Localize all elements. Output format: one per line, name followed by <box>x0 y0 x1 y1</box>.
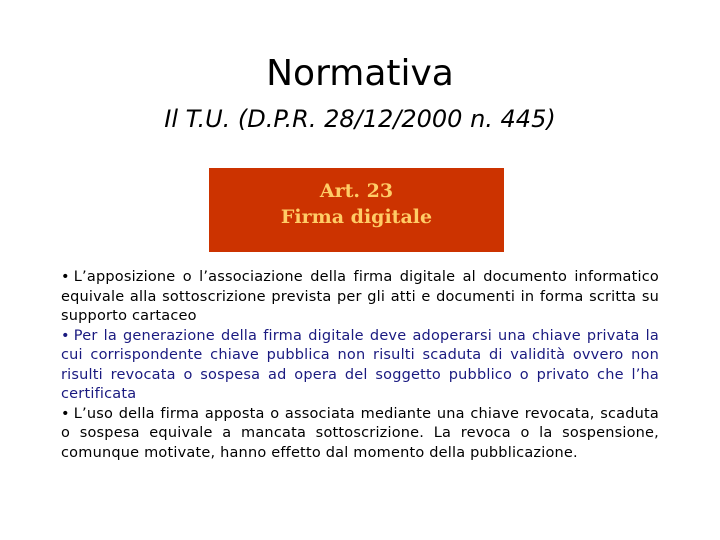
page-subtitle: Il T.U. (D.P.R. 28/12/2000 n. 445) <box>164 105 556 133</box>
bullet-icon: • <box>61 269 70 285</box>
paragraph-firma-equivalenza <box>61 268 659 327</box>
paragraph-chiave-revocata <box>61 405 659 464</box>
bullet-icon: • <box>61 327 70 344</box>
bullet-icon: • <box>61 405 70 422</box>
article-box <box>209 168 504 252</box>
paragraph-text: L’uso della firma apposta o associata mediante una chiave revocata, scaduta o sospesa equivale a mancata sottoscrizione. La revoca o la sospensione, comunque motivate, hanno effetto dal momento della pubblicazione. <box>61 405 659 461</box>
page-title: Normativa <box>266 53 454 94</box>
paragraph-text: L’apposizione o l’associazione della firma digitale al documento informatico equivale alla sottoscrizione prevista per gli atti e documenti in forma scritta su supporto cartaceo <box>61 269 659 324</box>
paragraph-chiave-privata <box>61 327 659 405</box>
article-number: Art. 23 <box>319 180 394 202</box>
paragraph-text: Per la generazione della firma digitale deve adoperarsi una chiave privata la cui corrispondente chiave pubblica non risulti scaduta di validità ovvero non risulti revocata o sospesa ad opera del soggetto pubblico o privato che l’ha certificata <box>61 327 659 402</box>
article-title: Firma digitale <box>280 206 433 228</box>
article-body <box>61 268 659 463</box>
